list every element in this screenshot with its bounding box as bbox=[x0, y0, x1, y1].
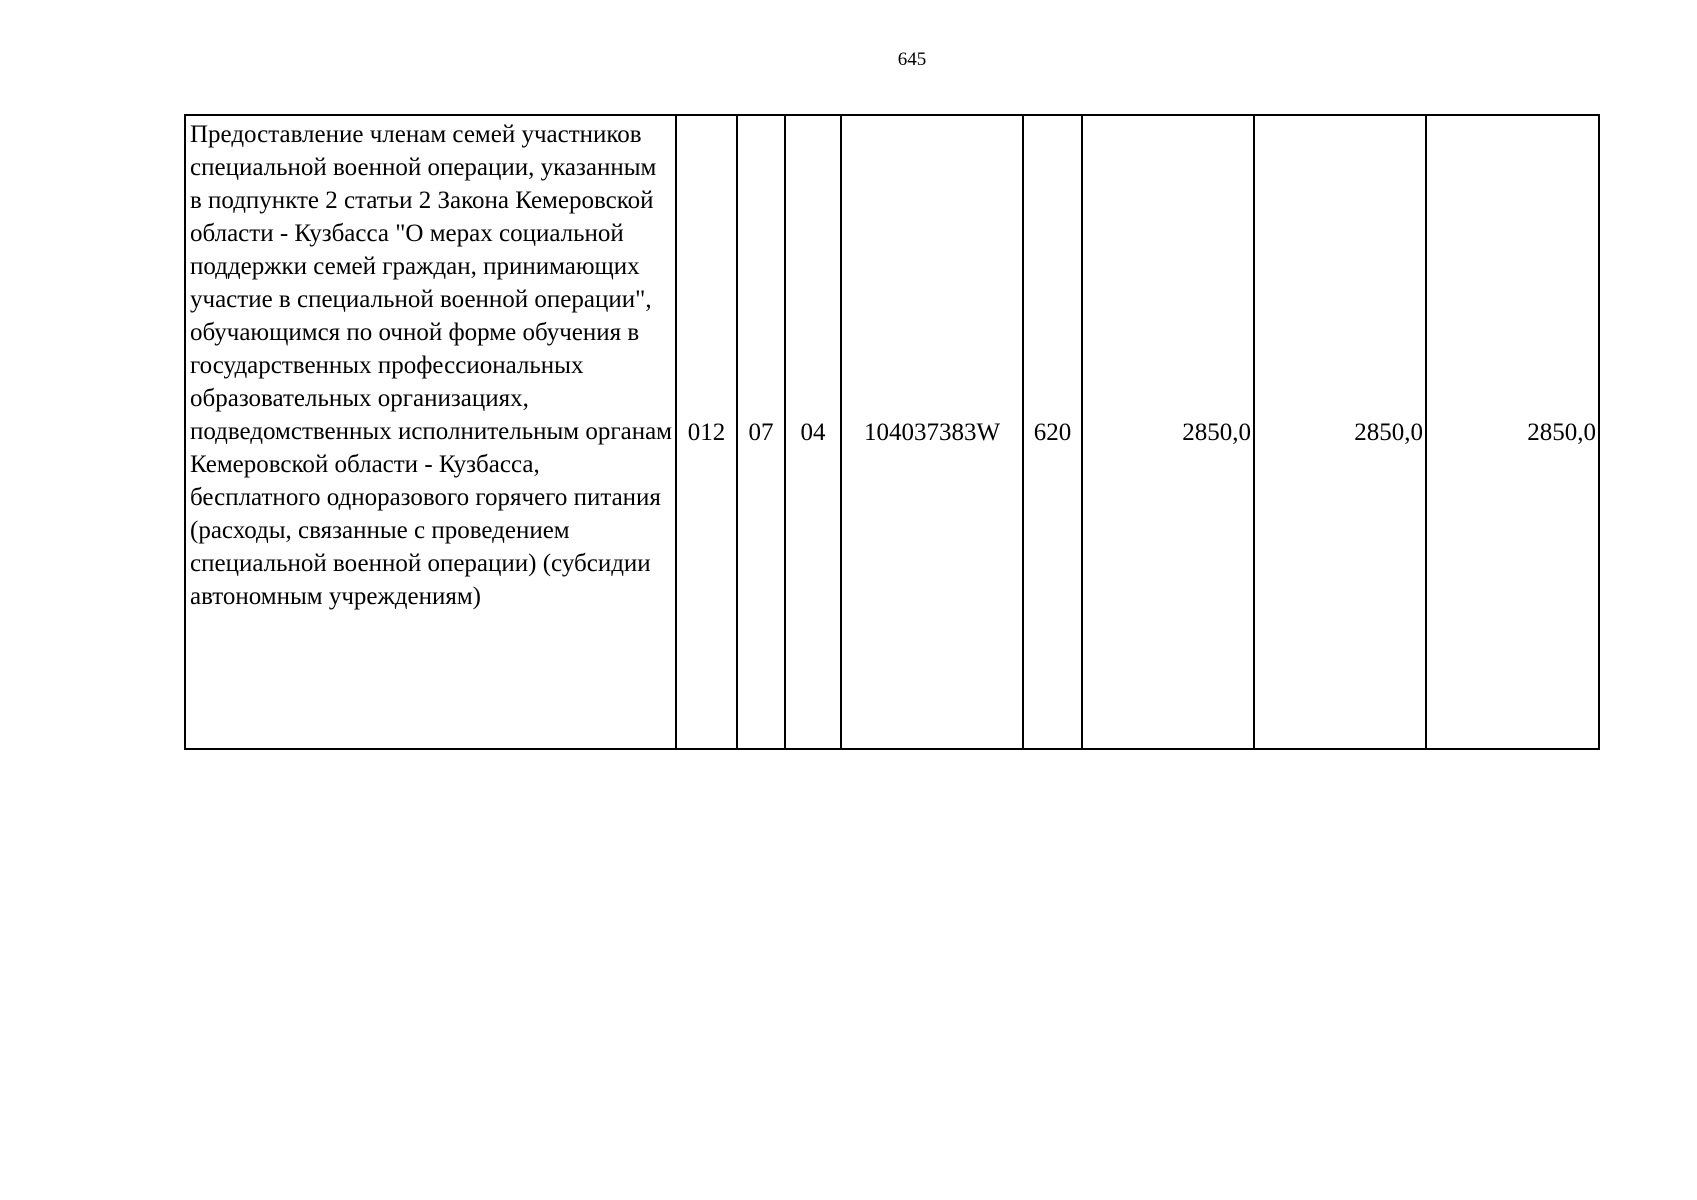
ministry-code-cell: 012 bbox=[676, 115, 737, 749]
table-row bbox=[185, 115, 1599, 749]
amount-cell-3: 2850,0 bbox=[1426, 115, 1599, 749]
target-article-cell: 104037383W bbox=[841, 115, 1023, 749]
page-number: 645 bbox=[897, 49, 927, 70]
expense-name-cell: Предоставление членам семей участников специальной военной операции, указанным в подпункте 2 статьи 2 Закона Кемеровской области - Кузбасса "О мерах социальной поддержки семей граждан, принимающих участие в специальной военной операции", обучающимся по очной форме обучения в государственных профессиональных образовательных организациях, подведомственных исполнительным органам Кемеровской области - Кузбасса, бесплатного одноразового горячего питания (расходы, связанные с проведением специальной военной операции) (субсидии автономным учреждениям) bbox=[185, 115, 676, 749]
amount-cell-2: 2850,0 bbox=[1254, 115, 1426, 749]
subsection-code-cell: 04 bbox=[785, 115, 841, 749]
budget-table bbox=[184, 114, 1600, 750]
section-code-cell: 07 bbox=[737, 115, 785, 749]
amount-cell-1: 2850,0 bbox=[1082, 115, 1254, 749]
expense-type-cell: 620 bbox=[1023, 115, 1082, 749]
